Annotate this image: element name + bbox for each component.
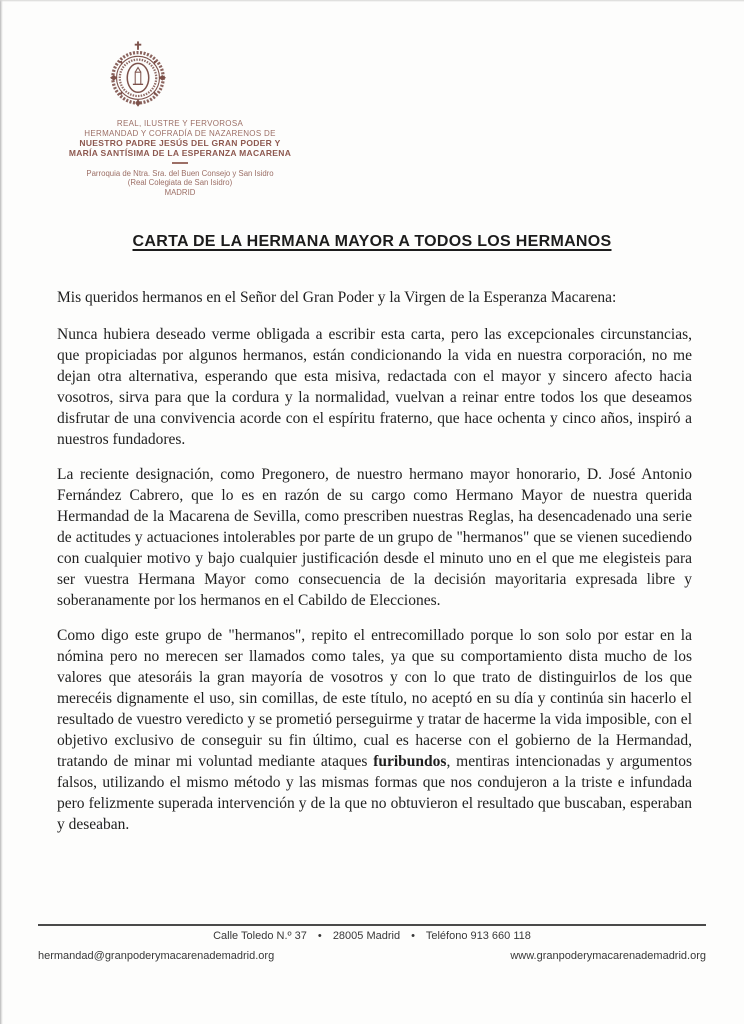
paragraph-3-text-end: , mentiras intencionadas y argumentos falsos, utilizando el mismo método y las mismas formas que nos condujeron a la triste e infundada pero felizmente superada intervención y de la que no obtuvieron el resultado que buscaban, esperaban y deseaban. (57, 753, 692, 833)
parish-line-1: Parroquia de Ntra. Sra. del Buen Consejo y San Isidro (86, 168, 274, 178)
footer-postal-city: 28005 Madrid (332, 930, 401, 942)
letterhead (40, 40, 320, 197)
paragraph-3-text: Como digo este grupo de "hermanos", repito el entrecomillado porque lo son solo por estar en la nómina pero no merecen ser llamados como tales, ya que su comportamiento dista mucho de los valores que atesoráis la gran mayoría de vosotros y con lo que trato de distinguirlos de los que merecéis dignamente el uso, sin comillas, de este título, no aceptó en su día y continúa sin hacerlo el resultado de vuestro veredicto y se prometió perseguirme y tratar de hacerme la vida imposible, con el objetivo exclusivo de conseguir su fin último, cual es hacerse con el gobierno de la Hermandad, tratando de minar mi voluntad mediante ataques (57, 627, 692, 770)
footer-links-row (38, 950, 706, 962)
letter-body (57, 287, 692, 849)
scan-edge-left (0, 0, 3, 1024)
page-title: CARTA DE LA HERMANA MAYOR A TODOS LOS HERMANOS (132, 233, 612, 250)
bullet-separator-icon: • (317, 930, 322, 942)
parish-line-3: MADRID (164, 187, 196, 197)
letterhead-line-1: REAL, ILUSTRE Y FERVOROSA (116, 119, 244, 128)
paragraph-3-bold-word: furibundos (373, 753, 447, 770)
footer-street: Calle Toledo N.º 37 (213, 930, 307, 942)
footer-phone: Teléfono 913 660 118 (425, 930, 531, 942)
bullet-separator-icon: • (411, 930, 416, 942)
paragraph-1: Nunca hubiera deseado verme obligada a escribir esta carta, pero las excepcionales circunstancias, que propiciadas por algunos hermanos, están condicionando la vida en nuestra corporación, no me dejan otra alternativa, esperando que esta misiva, redactada con el mayor y sincero afecto hacia vosotros, sirva para que la cordura y la normalidad, vuelvan a reinar entre todos los que deseamos disfrutar de una convivencia acorde con el espíritu fraterno, que hace ochenta y cinco años, inspiró a nuestros fundadores. (57, 326, 692, 448)
title-row (0, 233, 744, 251)
letterhead-line-3: NUESTRO PADRE JESÚS DEL GRAN PODER Y (79, 138, 281, 148)
letterhead-line-4: MARÍA SANTÍSIMA DE LA ESPERANZA MACARENA (68, 148, 292, 158)
salutation: Mis queridos hermanos en el Señor del Gran Poder y la Virgen de la Esperanza Macarena: (57, 289, 617, 306)
emblem-wrap (40, 40, 320, 115)
brotherhood-seal-icon (110, 40, 166, 110)
scan-edge-top (0, 0, 744, 2)
paragraph-3 (57, 625, 692, 835)
footer-address-row (0, 930, 744, 942)
letterhead-line-2: HERMANDAD Y COFRADÍA DE NAZARENOS DE (84, 128, 276, 138)
parish-line-2: (Real Colegiata de San Isidro) (127, 178, 233, 187)
footer-rule (38, 924, 706, 926)
footer-website: www.granpoderymacarenademadrid.org (510, 950, 706, 962)
footer-email: hermandad@granpoderymacarenademadrid.org (38, 950, 275, 962)
letterhead-divider (172, 162, 188, 164)
paragraph-2: La reciente designación, como Pregonero, de nuestro hermano mayor honorario, D. José Antonio Fernández Cabrero, que lo es en razón de su cargo como Hermano Mayor de nuestra querida Hermandad de la Macarena de Sevilla, como prescriben nuestras Reglas, ha desencadenado una serie de actitudes y actuaciones intolerables por parte de un grupo de "hermanos" que se vienen sucediendo con cualquier motivo y bajo cualquier justificación desde el minuto uno en el que me elegisteis para ser vuestra Hermana Mayor como consecuencia de la decisión mayoritaria expresada libre y soberanamente por los hermanos en el Cabildo de Elecciones. (57, 466, 692, 609)
